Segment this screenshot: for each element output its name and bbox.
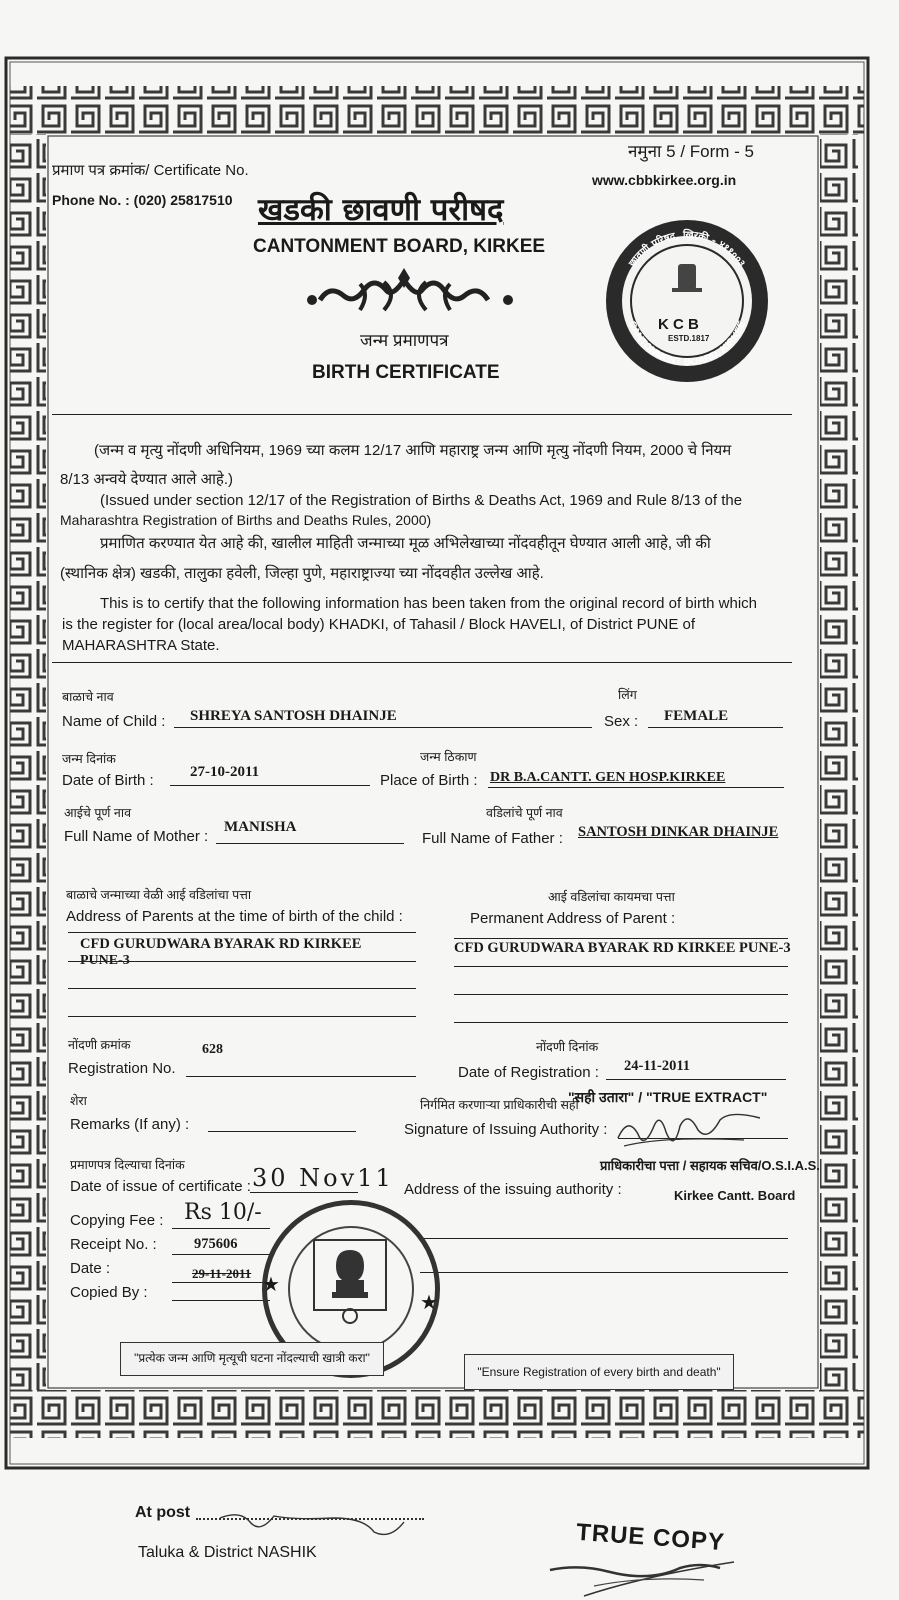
- taluka-district: Taluka & District NASHIK: [138, 1544, 317, 1561]
- remarks-marathi-label: शेरा: [70, 1094, 87, 1108]
- true-copy-signature: [544, 1556, 744, 1600]
- seal-estd: ESTD.1817: [668, 334, 710, 343]
- authority-signature: [614, 1112, 774, 1156]
- birth-address-line-2: PUNE-3: [80, 953, 130, 968]
- pob-marathi-label: जन्म ठिकाण: [420, 750, 477, 764]
- seal-ring-top-text: छावणी परिषद, खिरकी - ४११००३: [627, 229, 747, 270]
- child-name-label: Name of Child :: [62, 713, 166, 730]
- child-name-value: SHREYA SANTOSH DHAINJE: [190, 708, 397, 724]
- receipt-value: 975606: [194, 1236, 238, 1252]
- copying-fee-value: Rs 10/-: [184, 1200, 262, 1225]
- intro-divider: [52, 662, 792, 663]
- child-name-marathi-label: बाळाचे नाव: [62, 690, 114, 704]
- ensure-registration-note-marathi: "प्रत्येक जन्म आणि मृत्यूची घटना नोंदल्याची खात्री करा": [120, 1342, 384, 1376]
- star-icon: ★: [420, 1292, 438, 1314]
- birth-address-label: Address of Parents at the time of birth of the child :: [66, 908, 403, 925]
- father-label: Full Name of Father :: [422, 830, 563, 847]
- reg-no-marathi-label: नोंदणी क्रमांक: [68, 1038, 131, 1052]
- signature-marathi-label: निर्गमित करणाऱ्या प्राधिकारीची सही: [420, 1098, 579, 1112]
- form-number: नमुना 5 / Form - 5: [628, 142, 755, 161]
- reg-date-marathi-label: नोंदणी दिनांक: [536, 1040, 599, 1054]
- seal-ring-text: [606, 220, 768, 382]
- seal-abbr: K C B: [658, 316, 699, 333]
- mother-value: MANISHA: [224, 819, 297, 835]
- remarks-label: Remarks (If any) :: [70, 1116, 190, 1133]
- mother-label: Full Name of Mother :: [64, 828, 209, 845]
- seal-ring-bottom-text: CANTONMENT BOARD, KIRKEE: [625, 319, 749, 369]
- pob-label: Place of Birth :: [380, 772, 478, 789]
- mother-marathi-label: आईचे पूर्ण नाव: [64, 806, 132, 820]
- true-copy-stamp: TRUE COPY: [575, 1518, 726, 1557]
- father-value: SANTOSH DINKAR DHAINJE: [578, 824, 779, 840]
- certify-english-line-2: is the register for (local area/local body) KHADKI, of Tahasil / Block HAVELI, of District PUNE of: [62, 616, 696, 633]
- certify-english-line-3: MAHARASHTRA State.: [62, 637, 220, 654]
- certify-marathi-line-2: (स्थानिक क्षेत्र) खडकी, तालुका हवेली, जिल्हा पुणे, महाराष्ट्राज्या च्या नोंदवहीत उल्लेख आहे.: [60, 565, 544, 582]
- sex-marathi-label: लिंग: [618, 688, 637, 702]
- issue-date-handwritten: 30 Nov11: [252, 1164, 394, 1192]
- reg-no-value: 628: [202, 1042, 223, 1057]
- act-english-line-2: Maharashtra Registration of Births and Deaths Rules, 2000): [60, 512, 432, 528]
- ensure-registration-note-english: "Ensure Registration of every birth and death": [464, 1354, 734, 1390]
- date-value: 29-11-2011: [192, 1266, 252, 1281]
- dob-marathi-label: जन्म दिनांक: [62, 752, 116, 766]
- act-marathi-line-1: (जन्म व मृत्यु नोंदणी अधिनियम, 1969 च्या कलम 12/17 आणि महाराष्ट्र जन्म आणि मृत्यु नोंदणी नियम, 2000 चे नियम: [94, 442, 732, 459]
- act-english-line-1: (Issued under section 12/17 of the Registration of Births & Deaths Act, 1969 and Rule 8/13 of the: [100, 492, 743, 509]
- dob-label: Date of Birth :: [62, 772, 154, 789]
- svg-text:छावणी परिषद, खिरकी - ४११००३: [627, 228, 747, 270]
- sex-label: Sex :: [604, 713, 639, 730]
- star-icon: ★: [262, 1274, 280, 1296]
- title-marathi: जन्म प्रमाणपत्र: [360, 331, 449, 350]
- board-name-english: CANTONMENT BOARD, KIRKEE: [253, 236, 546, 257]
- board-name-marathi: खडकी छावणी परीषद: [258, 192, 504, 228]
- act-marathi-line-2: 8/13 अन्वये देण्यात आले आहे.): [60, 471, 234, 488]
- father-marathi-label: वडिलांचे पूर्ण नाव: [486, 806, 563, 820]
- at-post-handwriting: [210, 1506, 420, 1536]
- phone-number: Phone No. : (020) 25817510: [52, 192, 233, 208]
- certify-english-line-1: This is to certify that the following information has been taken from the original record of birth which: [100, 595, 757, 612]
- dob-value: 27-10-2011: [190, 764, 260, 780]
- true-extract-stamp: "सही उतारा" / "TRUE EXTRACT": [568, 1089, 768, 1105]
- pob-value: DR B.A.CANTT. GEN HOSP.KIRKEE: [490, 770, 726, 785]
- permanent-address-label: Permanent Address of Parent :: [470, 910, 676, 927]
- header-divider: [52, 414, 792, 415]
- issue-date-marathi-label: प्रमाणपत्र दिल्याचा दिनांक: [70, 1158, 185, 1172]
- receipt-label: Receipt No. :: [70, 1236, 157, 1253]
- permanent-address-marathi-label: आई वडिलांचा कायमचा पत्ता: [548, 890, 675, 904]
- sex-value: FEMALE: [664, 708, 729, 724]
- copying-fee-label: Copying Fee :: [70, 1212, 164, 1229]
- certificate-no-label: प्रमाण पत्र क्रमांक/ Certificate No.: [52, 162, 249, 179]
- reg-date-label: Date of Registration :: [458, 1064, 599, 1081]
- certify-marathi-line-1: प्रमाणित करण्यात येत आहे की, खालील माहिती जन्माच्या मूळ अभिलेखाच्या नोंदवहीतून घेण्यात आली आहे, जी की: [100, 535, 711, 552]
- copied-by-label: Copied By :: [70, 1284, 148, 1301]
- birth-address-marathi-label: बाळाचे जन्माच्या वेळी आई वडिलांचा पत्ता: [66, 888, 252, 902]
- signature-label: Signature of Issuing Authority :: [404, 1121, 608, 1138]
- authority-value: Kirkee Cantt. Board: [674, 1188, 796, 1203]
- at-post-label: At post: [135, 1504, 191, 1521]
- authority-marathi-label: प्राधिकारीचा पत्ता / सहायक सचिव/O.S.I.A.S.: [600, 1158, 820, 1173]
- authority-label: Address of the issuing authority :: [404, 1181, 622, 1198]
- issue-date-label: Date of issue of certificate :: [70, 1178, 251, 1195]
- reg-no-label: Registration No.: [68, 1060, 176, 1077]
- birth-address-line-1: CFD GURUDWARA BYARAK RD KIRKEE: [80, 936, 362, 952]
- emblem-icon: [310, 1236, 390, 1332]
- date-label: Date :: [70, 1260, 111, 1277]
- title-english: BIRTH CERTIFICATE: [312, 362, 500, 383]
- website: www.cbbkirkee.org.in: [592, 172, 737, 188]
- reg-date-value: 24-11-2011: [624, 1058, 691, 1074]
- ornament-icon: [300, 262, 530, 322]
- permanent-address-line-1: CFD GURUDWARA BYARAK RD KIRKEE PUNE-3: [454, 940, 791, 956]
